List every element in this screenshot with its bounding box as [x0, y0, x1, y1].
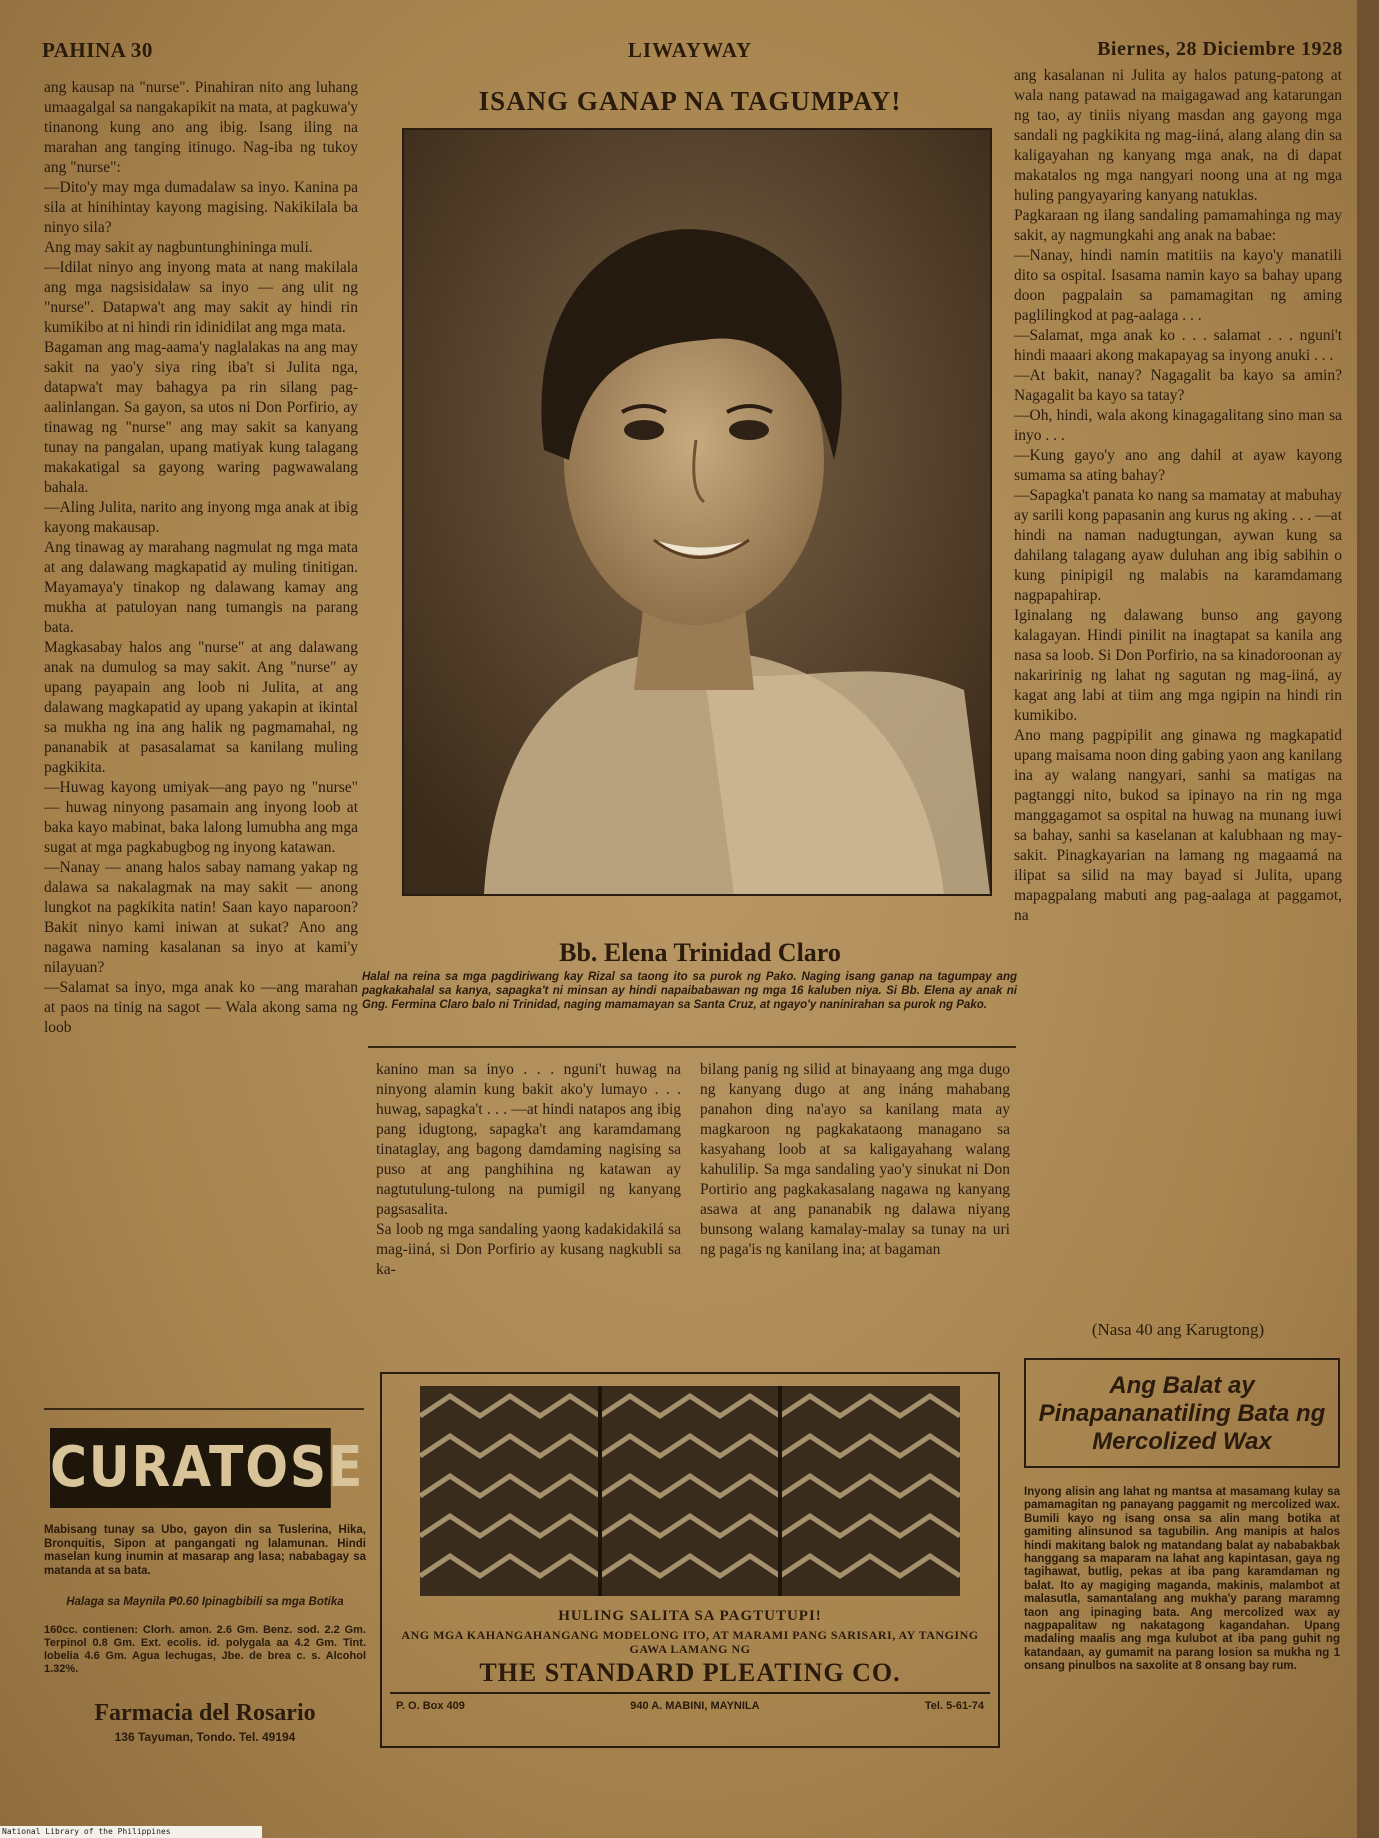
curatose-brand: Farmacia del Rosario	[94, 1700, 316, 1726]
mercolized-ad-title: Ang Balat ay Pinapananatiling Bata ng Mercolized Wax	[1024, 1358, 1340, 1468]
pleating-po-box: P. O. Box 409	[396, 1700, 465, 1712]
divider	[368, 1046, 1016, 1048]
portrait-photo	[402, 128, 992, 896]
pleating-company-name: THE STANDARD PLEATING CO.	[479, 1658, 901, 1687]
curatose-price: Halaga sa Maynila ₱0.60 Ipinagbibili sa mga Botika	[66, 1596, 344, 1608]
divider	[44, 1408, 364, 1410]
curatose-formula: 160cc. contienen: Clorh. amon. 2.6 Gm. Benz. sod. 2.2 Gm. Terpinol 0.8 Gm. Ext. ecolis. id. polygala aa 4.2 Gm. Tint. lobelia 4.6 Gm. Agua lechugas, Jbe. de brea c. s. Alcohol 1.32%.	[44, 1624, 366, 1675]
mercolized-ad-text: Inyong alisin ang lahat ng mantsa at masamang kulay sa pamamagitan ng panayang paggamit ng mercolized wax. Bumili kayo ng isang onsa sa alin mang botika at gamiting alinsunod sa tagubilin. Ang manipis at halos hindi makitang balok ng matandang balat ay nababakbak hanggang sa maparam na lahat ang kapintasan, gaya ng tagihawat, butlig, pekas at iba pang karamdaman ng balat. Ito ay magiging maganda, makinis, malambot at malasutla, samantalang ang mukha'y parang maramng taon ang ipinaging bata. Ang mercolized wax ay nagpapalitaw ng nakatagong kagandahan. Upang madaling maalis ang mga kulubot at iba pang guhit ng katandaan, ay gumamit na parang losion sa mukha ng 1 onsang pinulbos na saxolite at 8 onsang bay rum.	[1024, 1486, 1340, 1673]
curatose-description: Mabisang tunay sa Ubo, gayon din sa Tuslerina, Hika, Bronquitis, Sipon at pangangati ng lalamunan. Hindi maselan kung inumin at masarap ang lasa; nababagay sa matanda at sa bata.	[44, 1524, 366, 1577]
pleating-ad	[380, 1372, 1000, 1748]
photo-caption: Halal na reina sa mga pagdiriwang kay Rizal sa taong ito sa purok ng Pako. Naging isang ganap na tagumpay ang pagkakahalal sa kanya, sapagka't ni minsan ay hindi napaibabawan ng mga 16 kaluben niya. Si Bb. Elena ay anak ni Gng. Fermina Claro balo ni Trinidad, naging mamamayan sa Santa Cruz, at ngayo'y naninirahan sa purok ng Pako.	[362, 971, 1017, 1011]
curatose-logo: CURATOSE	[50, 1428, 331, 1508]
pleating-ad-title: HULING SALITA SA PAGTUTUPI!	[558, 1608, 822, 1624]
page-edge	[1357, 0, 1379, 1838]
photo-subject-name: Bb. Elena Trinidad Claro	[559, 938, 841, 967]
pleating-telephone: Tel. 5-61-74	[924, 1700, 984, 1712]
issue-date: Biernes, 28 Diciembre 1928	[1097, 38, 1343, 60]
continued-note: (Nasa 40 ang Karugtong)	[1091, 1320, 1265, 1339]
pleating-contact-row	[396, 1700, 984, 1712]
pleated-fabric-illustration	[420, 1386, 960, 1596]
curatose-address: 136 Tayuman, Tondo. Tel. 49194	[114, 1730, 296, 1744]
article-column-mid-1: kanino man sa inyo . . . nguni't huwag na ninyong alamin kung bakit ako'y lumayo . . . huwag, sapagka't . . . —at hindi natapos ang ibig pang idugtong, sapagka't ang karamdamang tinataglay, ang bagong damdaming nagising sa puso at ang panghihina ng katawan ay nagtutulung-tulong na pumigil ng kanyang pagsasalita. Sa loob ng mga sandaling yaong kadakidakilá sa mag-iiná, si Don Porfirio ay kusang nagkubli sa ka-	[376, 1061, 681, 1278]
magazine-name: LIWAYWAY	[627, 38, 753, 62]
page-number: PAHINA 30	[42, 38, 153, 62]
archive-credit: National Library of the Philippines	[0, 1826, 262, 1838]
pleated-fabric-image	[420, 1386, 960, 1596]
article-column-right: ang kasalanan ni Julita ay halos patung-patong at wala nang patawad na maigagawad ang katarungan ng tao, ay tiniis niyang masdan ang gayong mga sandali ng pagkikita ng mag-iiná, alang alang din sa kaligayahan ng kanyang mga anak, na di dapat makatalos ng mga nangyari noong una at ng mga huling pangyayaring kanyang natuklas. Pagkaraan ng ilang sandaling pamamahinga ng may sakit, ay nagmungkahi ang anak na babae: —Nanay, hindi namin matitiis na kayo'y manatili dito sa ospital. Isasama namin kayo sa bahay upang doon pagpalain sa pamamagitan ng aming paglilingkod at pag-aalaga . . . —Salamat, mga anak ko . . . salamat . . . nguni't hindi maaari akong makapayag sa inyong anuki . . . —At bakit, nanay? Nagagalit ba kayo sa amin? Nagagalit ba kayo sa tatay? —Oh, hindi, wala akong kinagagalitang sino man sa inyo . . . —Kung gayo'y ano ang dahil at ayaw kayong sumama sa ating bahay? —Sapagka't panata ko nang sa mamatay at mabuhay ay sarili kong papasanin ang kurus ng aking . . . —at hindi na naman nadugtungan, aywan kung sa dahilang talagang ayaw duluhan ang ibig sabihin o kung pinipigil ng malabis na karamdamang nagpapahirap. Iginalang ng dalawang bunso ang gayong kalagayan. Hindi pinilit na inagtapat sa kanila ang nasa sa loob. Si Don Porfirio, na sa kinadoroonan ay nakaririnig ng lahat ng sagutan ng mag-iiná, ay kagat ang labi at tiim ang mga ngipin na hindi rin kumikibo. Ano mang pagpipilit ang ginawa ng magkapatid upang maisama noon ding gabing yaon ang kanilang ina ay walang nangyari, sanhi sa matigas na pagtanggi nito, bukod sa ipinayo na rin ng mga manggagamot sa ospital na huwag na munang iuwi sa bahay, sanhi sa kaselanan at kalubhaan ng may-sakit. Pinagkayarian na lamang ng magaamá na ilipat sa silid na may bayad si Julita, upang mapagpalang mabuti ang pag-aalaga at paggamot, na	[1014, 67, 1342, 924]
pleating-ad-subtitle: ANG MGA KAHANGAHANGANG MODELONG ITO, AT MARAMI PANG SARISARI, AY TANGING GAWA LAMANG NG	[401, 1628, 979, 1656]
divider	[390, 1692, 990, 1694]
article-column-left: ang kausap na "nurse". Pinahiran nito ang luhang umaagalgal sa nangakapikit na mata, at pagkuwa'y tinanong kung ano ang ibig. Isang iling na marahan ang tanging itinugo. Nag-iba ng tukoy ang "nurse": —Dito'y may mga dumadalaw sa inyo. Kanina pa sila at hinihintay kayong magising. Nakikilala ba ninyo sila? Ang may sakit ay nagbuntunghininga muli. —Idilat ninyo ang inyong mata at nang makilala ang mga nagsisidalaw sa inyo — ang ulit ng "nurse". Datapwa't ang may sakit ay hindi rin kumikibo at ni hindi rin idinidilat ang mga mata. Bagaman ang mag-aama'y naglalakas na ang may sakit na yao'y siya ring iba't si Julita nga, datapwa't may bahagya pa rin silang pag-aalinlangan. Sa gayon, sa utos ni Don Porfirio, ay tinawag ng "nurse" ang may sakit sa kanyang tunay na pangalan, upang matiyak kung talagang makakatigal sa gayong waring pagwawalang bahala. —Aling Julita, narito ang inyong mga anak at ibig kayong makausap. Ang tinawag ay marahang nagmulat ng mga mata at ang dalawang magkapatid ay muling tinitigan. Mayamaya'y tinakop ng dalawang kamay ang mukha at patuloyan nang tumangis na parang bata. Magkasabay halos ang "nurse" at ang dalawang anak na dumulog sa may sakit. Ang "nurse" ay upang payapain ang loob ni Julita, at ang dalawang magkapatid ay upang yakapin at ikintal sa mukha ng ina ang halik ng pagmamahal, ng pananabik at pasasalamat sa kanilang muling pagkikita. —Huwag kayong umiyak—ang payo ng "nurse" — huwag ninyong pasamain ang inyong loob at baka kayo mabinat, baka lalong lumubha ang mga sugat at mga pagkabugbog ng inyong katawan. —Nanay — anang halos sabay namang yakap ng dalawa sa nakalagmak na may sakit — anong lungkot na pagkikita natin! Saan kayo naparoon? Bakit ninyo kami iniwan at sukat? Ano ang nagawa naming kasalanan sa inyo at kami'y nilayuan? —Salamat sa inyo, mga anak ko —ang marahan at paos na tinig na sagot — Wala akong sama ng loob	[44, 79, 358, 1036]
headline: ISANG GANAP NA TAGUMPAY!	[478, 86, 902, 116]
portrait-illustration	[404, 130, 990, 894]
pleating-address: 940 A. MABINI, MAYNILA	[630, 1700, 760, 1712]
article-column-mid-2: bilang panig ng silid at binayaang ang mga dugo ng kanyang dugo at ang ináng mahabang panahon ding na'ayo sa kanilang mata ay magkaroon ng pagkakataong managano sa kasyahang loob at sa kaligayahang walang kahulilip. Sa mga sandaling yao'y sinukat ni Don Portirio ang pagkakasalang nagawa ng kanyang asawa at ang pananabik ng dalawa niyang bunsong walang kamalay-malay sa tunay na uri ng paga'is ng kanilang ina; at bagaman	[700, 1061, 1010, 1258]
